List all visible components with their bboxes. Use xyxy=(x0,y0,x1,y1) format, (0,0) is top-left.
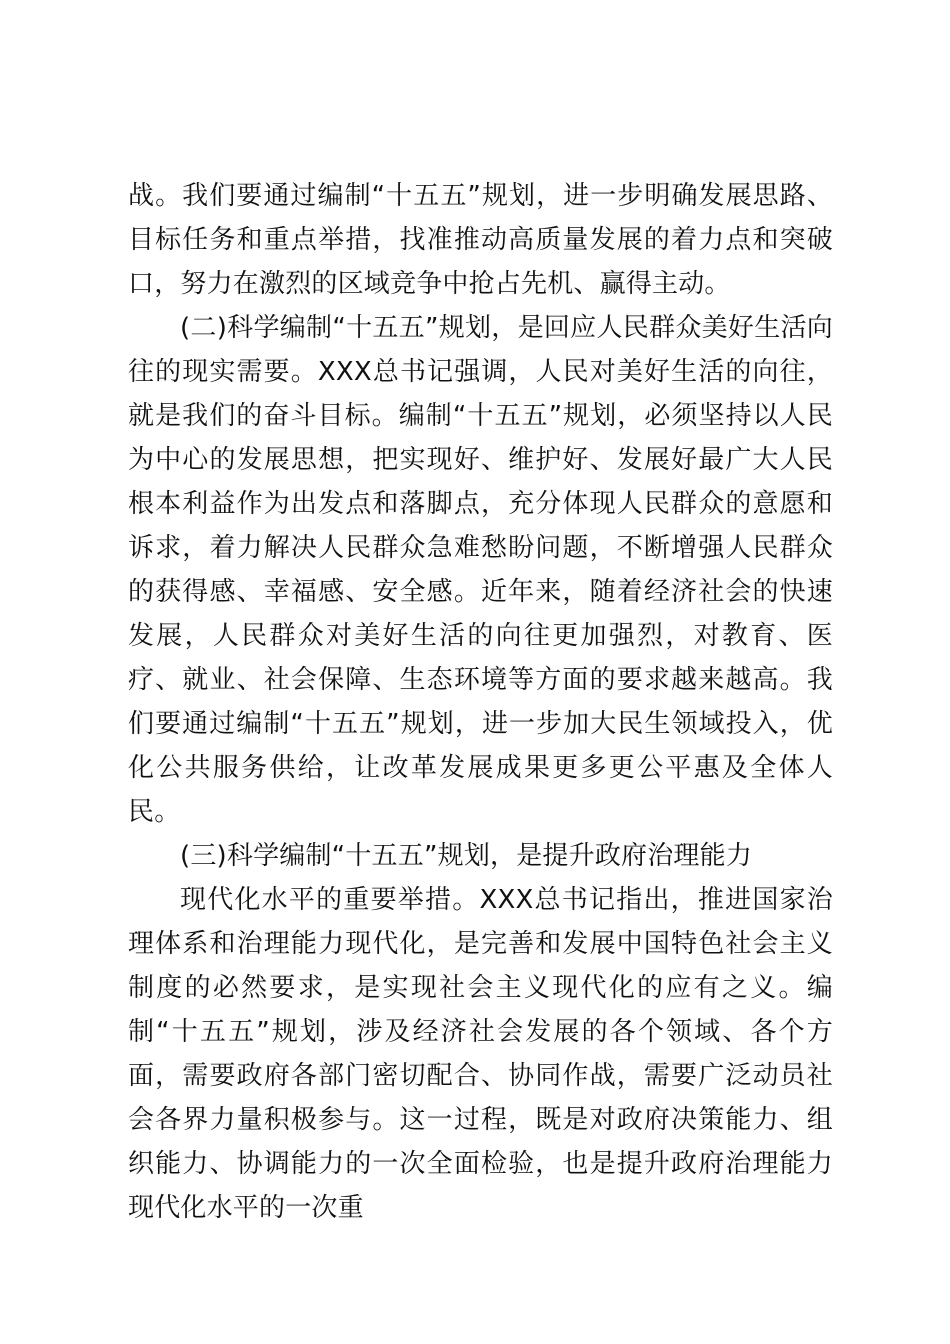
paragraph-section-two: (二)科学编制“十五五”规划，是回应人民群众美好生活向往的现实需要。XXX总书记强调，人民对美好生活的向往，就是我们的奋斗目标。编制“十五五”规划，必须坚持以人民为中心的发展思想，把实现好、维护好、发展好最广大人民根本利益作为出发点和落脚点，充分体现人民群众的意愿和诉求，着力解决人民群众急难愁盼问题，不断增强人民群众的获得感、幸福感、安全感。近年来，随着经济社会的快速发展，人民群众对美好生活的向往更加强烈，对教育、医疗、就业、社会保障、生态环境等方面的要求越来越高。我们要通过编制“十五五”规划，进一步加大民生领域投入，优化公共服务供给，让改革发展成果更多更公平惠及全体人民。 xyxy=(128,313,833,827)
paragraph-continuation: 战。我们要通过编制“十五五”规划，进一步明确发展思路、目标任务和重点举措，找准推动高质量发展的着力点和突破口，努力在激烈的区域竞争中抢占先机、赢得主动。 xyxy=(128,181,833,299)
paragraph-section-three-body: 现代化水平的重要举措。XXX总书记指出，推进国家治理体系和治理能力现代化，是完善和发展中国特色社会主义制度的必然要求，是实现社会主义现代化的应有之义。编制“十五五”规划，涉及经济社会发展的各个领域、各个方面，需要政府各部门密切配合、协同作战，需要广泛动员社会各界力量积极参与。这一过程，既是对政府决策能力、组织能力、协调能力的一次全面检验，也是提升政府治理能力现代化水平的一次重 xyxy=(128,885,833,1223)
paragraph-section-three-heading: (三)科学编制“十五五”规划，是提升政府治理能力 xyxy=(180,841,753,871)
document-body xyxy=(128,174,833,1230)
